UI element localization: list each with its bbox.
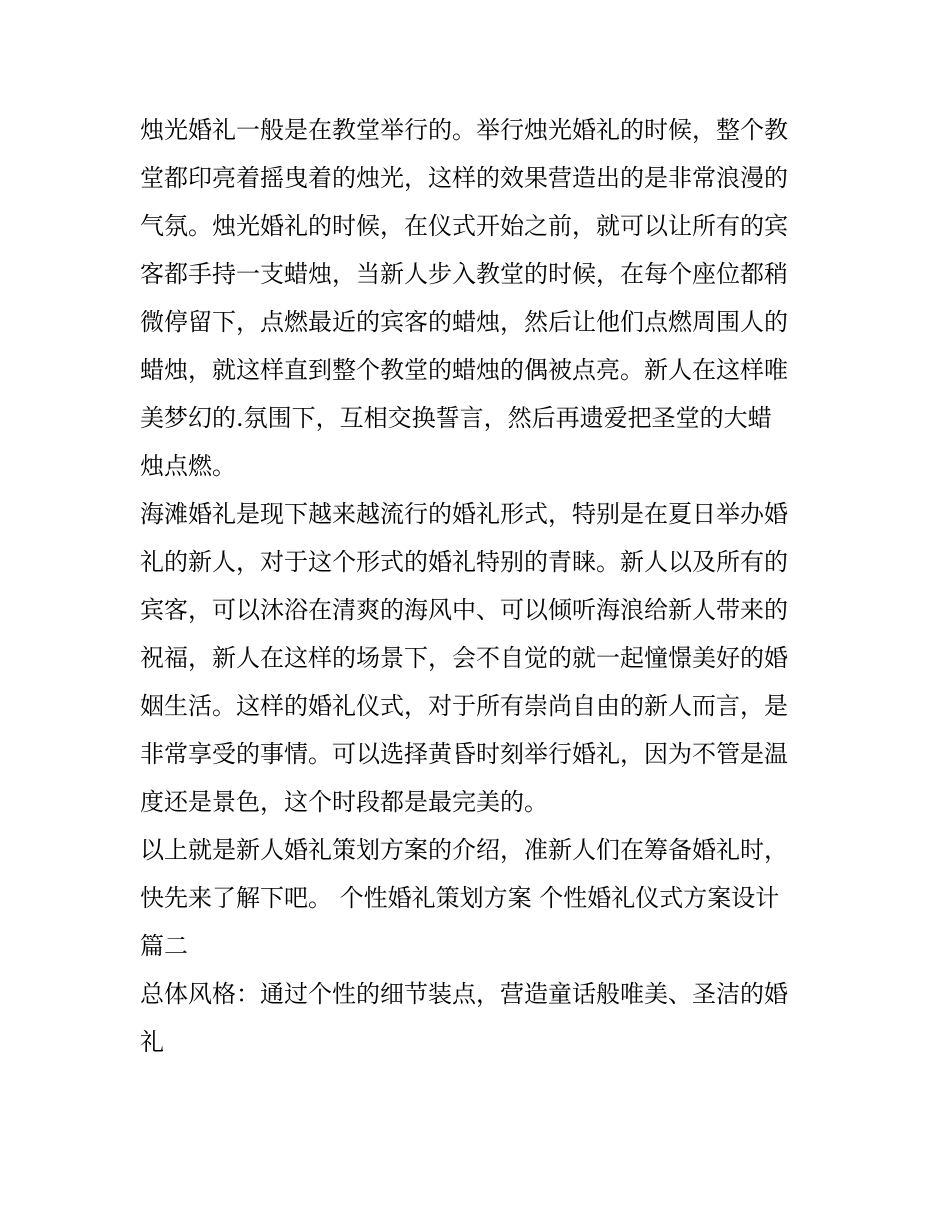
text-line: 烛光婚礼一般是在教堂举行的。举行烛光婚礼的时候，整个教 bbox=[140, 116, 788, 144]
text-line: 快先来了解下吧。 个性婚礼策划方案 个性婚礼仪式方案设计 bbox=[140, 884, 780, 912]
text-line: 宾客，可以沐浴在清爽的海风中、可以倾听海浪给新人带来的 bbox=[140, 596, 788, 624]
text-line: 烛点燃。 bbox=[140, 452, 236, 480]
paragraph-beach-wedding bbox=[140, 490, 812, 826]
text-line: 礼 bbox=[140, 1028, 164, 1056]
text-line: 蜡烛，就这样直到整个教堂的蜡烛的偶被点亮。新人在这样唯 bbox=[140, 356, 788, 384]
text-line: 非常享受的事情。可以选择黄昏时刻举行婚礼，因为不管是温 bbox=[140, 740, 788, 768]
text-line: 礼的新人，对于这个形式的婚礼特别的青睐。新人以及所有的 bbox=[140, 548, 788, 576]
text-line: 以上就是新人婚礼策划方案的介绍，准新人们在筹备婚礼时， bbox=[140, 836, 788, 864]
text-line: 篇二 bbox=[140, 932, 188, 960]
text-line: 姻生活。这样的婚礼仪式，对于所有崇尚自由的新人而言，是 bbox=[140, 692, 788, 720]
text-line: 美梦幻的.氛围下，互相交换誓言，然后再遗爱把圣堂的大蜡 bbox=[140, 404, 772, 432]
paragraph-summary bbox=[140, 826, 812, 970]
paragraph-overall-style bbox=[140, 970, 812, 1066]
text-line: 海滩婚礼是现下越来越流行的婚礼形式，特别是在夏日举办婚 bbox=[140, 500, 788, 528]
text-line: 度还是景色，这个时段都是最完美的。 bbox=[140, 788, 548, 816]
text-line: 堂都印亮着摇曳着的烛光，这样的效果营造出的是非常浪漫的 bbox=[140, 164, 788, 192]
paragraph-candlelight-wedding bbox=[140, 106, 812, 490]
text-line: 祝福，新人在这样的场景下，会不自觉的就一起憧憬美好的婚 bbox=[140, 644, 788, 672]
document-body bbox=[140, 106, 812, 1066]
text-line: 客都手持一支蜡烛，当新人步入教堂的时候，在每个座位都稍 bbox=[140, 260, 788, 288]
text-line: 气氛。烛光婚礼的时候，在仪式开始之前，就可以让所有的宾 bbox=[140, 212, 788, 240]
text-line: 微停留下，点燃最近的宾客的蜡烛，然后让他们点燃周围人的 bbox=[140, 308, 788, 336]
text-line: 总体风格：通过个性的细节装点，营造童话般唯美、圣洁的婚 bbox=[140, 980, 788, 1008]
